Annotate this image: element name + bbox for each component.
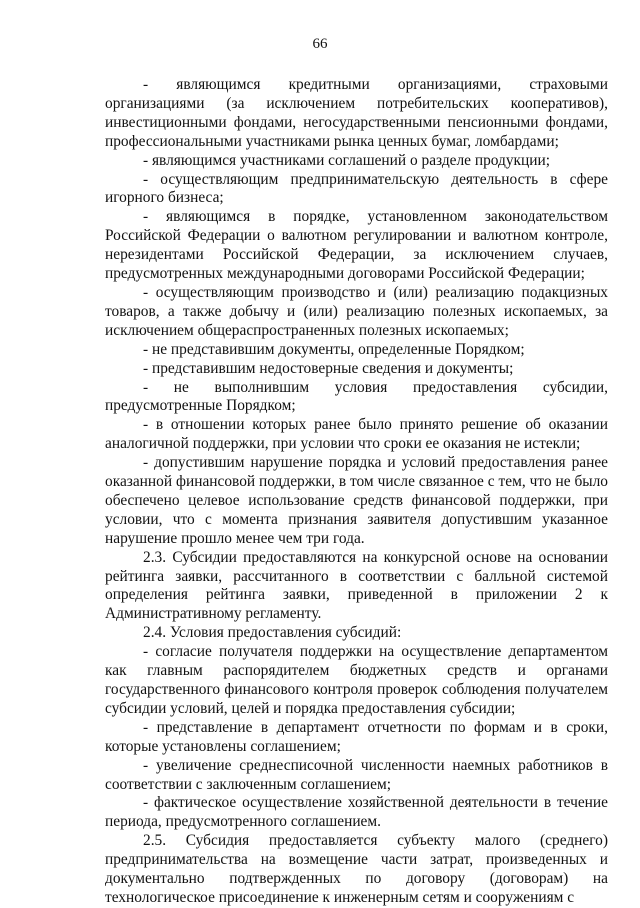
paragraph: - осуществляющим производство и (или) реализацию подакцизных товаров, а также добычу и (или) реализацию полезных ископаемых, за исключением общераспространенных полезных ископаемых; bbox=[105, 283, 608, 339]
paragraph: 2.5. Субсидия предоставляется субъекту малого (среднего) предпринимательства на возмещение части затрат, произведенных и документально подтвержденных по договору (договорам) на технологическое присоединение к инженерным сетям и сооружениям с bbox=[105, 832, 608, 906]
page-number: 66 bbox=[312, 36, 328, 52]
paragraph: - осуществляющим предпринимательскую деятельность в сфере игорного бизнеса; bbox=[105, 170, 608, 207]
document-body bbox=[105, 76, 608, 908]
paragraph: - являющимся кредитными организациями, страховыми организациями (за исключением потребительских кооперативов), инвестиционными фондами, негосударственными пенсионными фондами, профессиональными участниками рынка ценных бумаг, ломбардами; bbox=[105, 76, 608, 150]
paragraph: - не выполнившим условия предоставления субсидии, предусмотренные Порядком; bbox=[105, 378, 608, 415]
paragraph: - согласие получателя поддержки на осуществление департаментом как главным распорядителем бюджетных средств и органами государственного финансового контроля проверок соблюдения получателем субсидии условий, целей и порядка предоставления субсидии; bbox=[105, 643, 608, 717]
paragraph: - в отношении которых ранее было принято решение об оказании аналогичной поддержки, при условии что сроки ее оказания не истекли; bbox=[105, 416, 608, 453]
paragraph: - допустившим нарушение порядка и условий предоставления ранее оказанной финансовой поддержки, в том числе связанное с тем, что не было обеспечено целевое использование средств финансовой поддержки, при условии, что с момента признания заявителя допустившим указанное нарушение прошло менее чем три года. bbox=[105, 454, 608, 547]
paragraph: - являющимся в порядке, установленном законодательством Российской Федерации о валютном регулировании и валютном контроле, нерезидентами Российской Федерации, за исключением случаев, предусмотренных международными договорами Российской Федерации; bbox=[105, 208, 608, 283]
paragraph: - являющимся участниками соглашений о разделе продукции; bbox=[143, 151, 551, 169]
paragraph: - увеличение среднесписочной численности наемных работников в соответствии с заключенным соглашением; bbox=[105, 756, 608, 793]
paragraph: - фактическое осуществление хозяйственной деятельности в течение периода, предусмотренного соглашением. bbox=[105, 794, 608, 831]
paragraph: - не представившим документы, определенные Порядком; bbox=[143, 340, 525, 358]
paragraph: - представление в департамент отчетности по формам и в сроки, которые установлены соглашением; bbox=[105, 718, 608, 755]
paragraph: 2.3. Субсидии предоставляются на конкурсной основе на основании рейтинга заявки, рассчитанного в соответствии с балльной системой определения рейтинга заявки, приведенной в приложении 2 к Административному регламенту. bbox=[105, 548, 608, 623]
paragraph: 2.4. Условия предоставления субсидий: bbox=[143, 624, 402, 642]
paragraph: - представившим недостоверные сведения и документы; bbox=[143, 359, 514, 377]
